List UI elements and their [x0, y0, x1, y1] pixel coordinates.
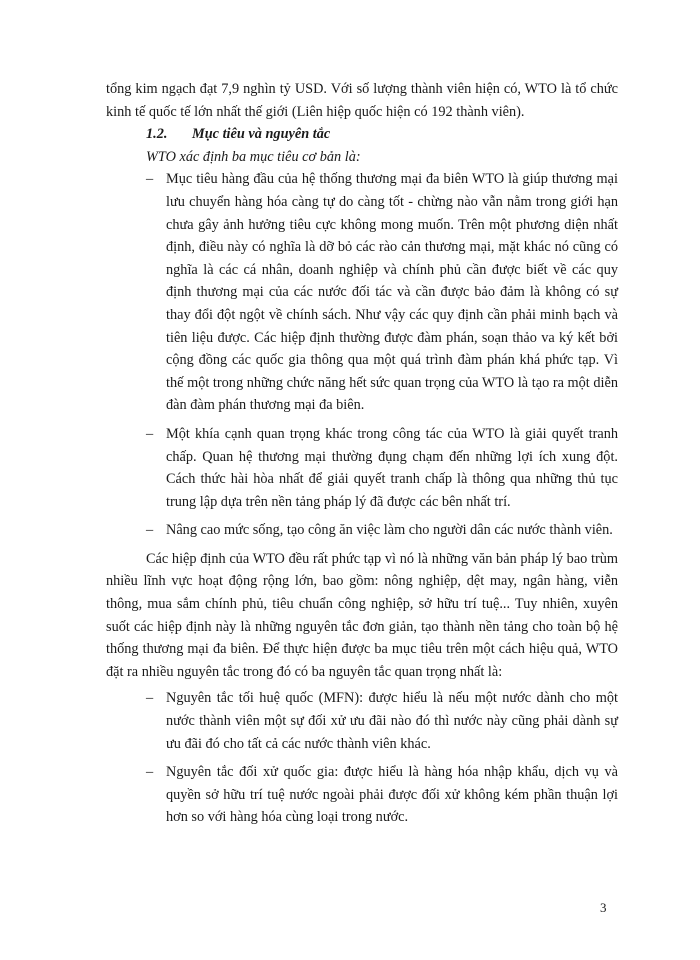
list-item-text: Nguyên tắc tối huệ quốc (MFN): được hiểu là nếu một nước dành cho một nước thành viên một sự đối xử ưu đãi nào đó thì nước này cũng phải dành sự ưu đãi đó cho tất cả các nước thành viên khác. — [166, 690, 618, 752]
dash-bullet: – — [146, 425, 154, 442]
list-item-text: Nâng cao mức sống, tạo công ăn việc làm cho người dân các nước thành viên. — [166, 522, 613, 539]
list-item-text: Mục tiêu hàng đầu của hệ thống thương mại đa biên WTO là giúp thương mại lưu chuyển hàng hóa càng tự do càng tốt - chừng nào vẫn nằm trong giới hạn chưa gây ảnh hưởng tiêu cực không mong muốn. Trên một phương diện nhất định, điều này có nghĩa là dỡ bỏ các rào cản thương mại, mặt khác nó cũng có nghĩa là các cá nhân, doanh nghiệp và chính phủ cần được biết về các quy định thương mại của các nước đối tác và cần được bảo đảm là không có sự thay đổi đột ngột về chính sách. Như vậy các quy định cần phải minh bạch và tiên liệu được. Các hiệp định thường được đàm phán, soạn thảo va ký kết bởi cộng đồng các quốc gia thông qua một quá trình đàm phán khá phức tạp. Vì thế một trong những chức năng hết sức quan trọng của WTO là tạo ra một diễn đàn đàm phán thương mại đa biên. — [166, 171, 618, 414]
page-number: 3 — [600, 900, 607, 915]
section-number: 1.2. — [146, 126, 168, 143]
document-body — [106, 78, 618, 835]
list-item-principle-2 — [106, 761, 618, 829]
section-heading — [106, 123, 618, 146]
continued-paragraph: tổng kim ngạch đạt 7,9 nghìn tỷ USD. Với số lượng thành viên hiện có, WTO là tổ chức kinh tế quốc tế lớn nhất thế giới (Liên hiệp quốc hiện có 192 thành viên). — [106, 81, 618, 120]
dash-bullet: – — [146, 522, 154, 539]
objectives-list — [106, 168, 618, 542]
list-item-objective-3 — [106, 519, 618, 542]
list-item-principle-1 — [106, 687, 618, 755]
section-title: Mục tiêu và nguyên tắc — [192, 126, 331, 143]
dash-bullet: – — [146, 690, 154, 707]
dash-bullet: – — [146, 764, 154, 781]
list-item-objective-1 — [106, 168, 618, 417]
principles-paragraph: Các hiệp định của WTO đều rất phức tạp vì nó là những văn bản pháp lý bao trùm nhiều lĩnh vực hoạt động rộng lớn, bao gồm: nông nghiệp, dệt may, ngân hàng, viễn thông, mua sắm chính phủ, tiêu chuẩn công nghiệp, sở hữu trí tuệ... Tuy nhiên, xuyên suốt các hiệp định này là những nguyên tắc đơn giản, tạo thành nền tảng cho toàn bộ hệ thống thương mại đa biên. Để thực hiện được ba mục tiêu trên một cách hiệu quả, WTO đặt ra nhiều nguyên tắc trong đó có ba nguyên tắc quan trọng nhất là: — [106, 550, 618, 680]
principles-list — [106, 687, 618, 829]
list-item-text: Nguyên tắc đối xử quốc gia: được hiểu là hàng hóa nhập khẩu, dịch vụ và quyền sở hữu trí tuệ nước ngoài phải được đối xử không kém phần thuận lợi hơn so với hàng hóa cùng loại trong nước. — [166, 764, 618, 826]
dash-bullet: – — [146, 171, 154, 188]
list-item-text: Một khía cạnh quan trọng khác trong công tác của WTO là giải quyết tranh chấp. Quan hệ thương mại thường đụng chạm đến những lợi ích xung đột. Cách thức hài hòa nhất để giải quyết tranh chấp là thông qua những thủ tục trung lập dựa trên nền tảng pháp lý đã được các bên nhất trí. — [166, 425, 618, 510]
list-item-objective-2 — [106, 423, 618, 513]
objectives-intro: WTO xác định ba mục tiêu cơ bản là: — [146, 148, 361, 165]
